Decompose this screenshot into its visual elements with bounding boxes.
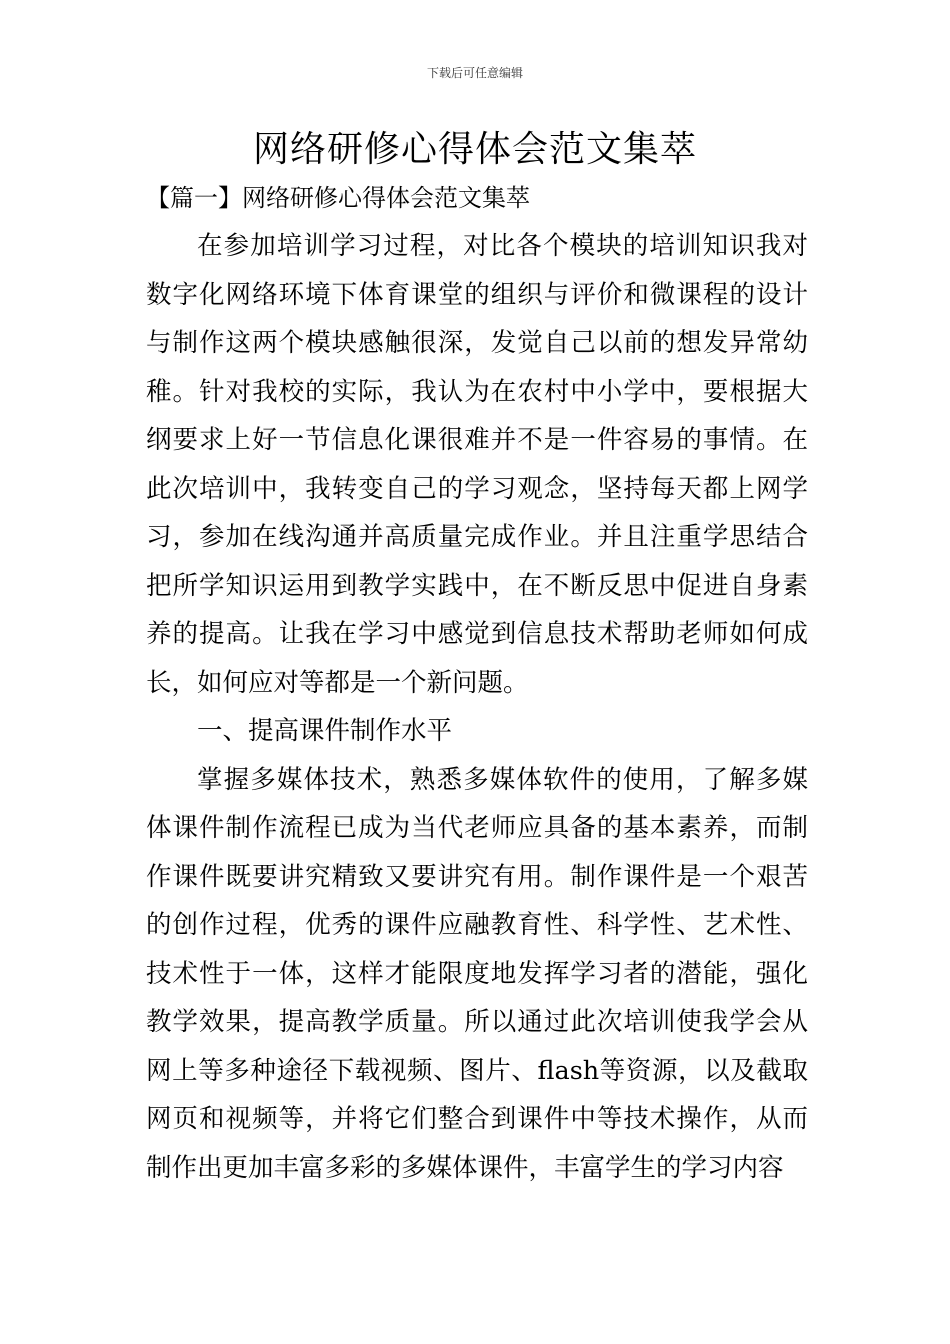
document-body	[146, 222, 808, 1192]
paragraph-intro: 在参加培训学习过程，对比各个模块的培训知识我对数字化网络环境下体育课堂的组织与评价和微课程的设计与制作这两个模块感触很深，发觉自己以前的想发异常幼稚。针对我校的实际，我认为在农村中小学中，要根据大纲要求上好一节信息化课很难并不是一件容易的事情。在此次培训中，我转变自己的学习观念，坚持每天都上网学习，参加在线沟通并高质量完成作业。并且注重学思结合把所学知识运用到教学实践中，在不断反思中促进自身素养的提高。让我在学习中感觉到信息技术帮助老师如何成长，如何应对等都是一个新问题。	[146, 231, 808, 698]
paragraph-courseware: 掌握多媒体技术，熟悉多媒体软件的使用，了解多媒体课件制作流程已成为当代老师应具备的基本素养，而制作课件既要讲究精致又要讲究有用。制作课件是一个艰苦的创作过程，优秀的课件应融教育性、科学性、艺术性、技术性于一体，这样才能限度地发挥学习者的潜能，强化教学效果，提高教学质量。所以通过此次培训使我学会从网上等多种途径下载视频、图片、flash等资源，以及截取网页和视频等，并将它们整合到课件中等技术操作，从而制作出更加丰富多彩的多媒体课件，丰富学生的学习内容	[146, 764, 808, 1183]
header-note: 下载后可任意编辑	[426, 66, 523, 80]
document-title: 网络研修心得体会范文集萃	[252, 129, 697, 170]
section-heading: 【篇一】网络研修心得体会范文集萃	[146, 184, 530, 212]
paragraph-subheading: 一、提高课件制作水平	[197, 716, 453, 746]
